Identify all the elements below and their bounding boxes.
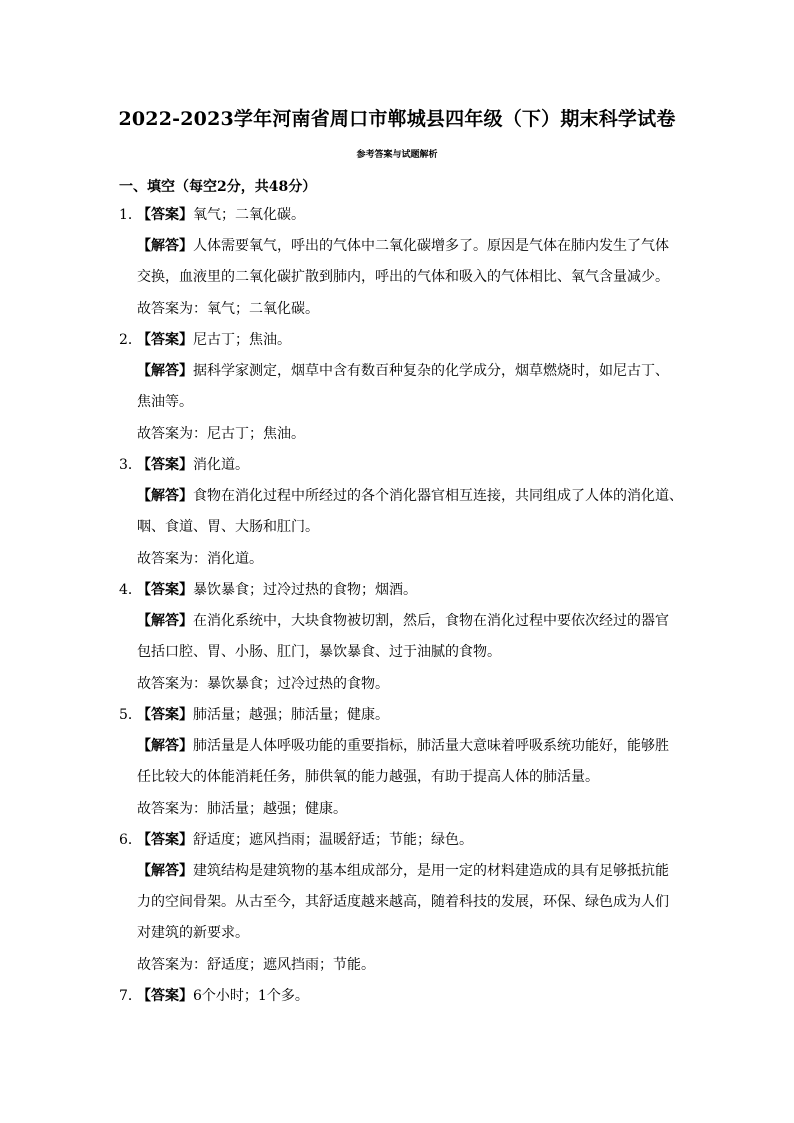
question-3-conclusion: 故答案为：消化道。 xyxy=(137,551,263,567)
analysis-label: 【解答】 xyxy=(137,363,193,379)
analysis-label: 【解答】 xyxy=(137,863,193,879)
question-6-answer-line xyxy=(119,830,473,850)
analysis-label: 【解答】 xyxy=(137,613,193,629)
question-2-analysis-line-1 xyxy=(137,361,669,381)
answer-text: 舒适度；遮风挡雨；温暖舒适；节能；绿色。 xyxy=(193,832,473,848)
answer-label: 【答案】 xyxy=(137,707,193,723)
question-1-answer-line xyxy=(119,205,305,225)
question-7-answer-line xyxy=(119,986,309,1006)
question-4-analysis-line-2: 包括口腔、胃、小肠、肛门，暴饮暴食、过于油腻的食物。 xyxy=(137,644,501,660)
question-5-conclusion: 故答案为：肺活量；越强；健康。 xyxy=(137,801,347,817)
analysis-text: 建筑结构是建筑物的基本组成部分，是用一定的材料建造成的具有足够抵抗能 xyxy=(193,863,669,879)
analysis-label: 【解答】 xyxy=(137,488,193,504)
question-2-answer-line xyxy=(119,330,291,350)
question-6-conclusion: 故答案为：舒适度；遮风挡雨；节能。 xyxy=(137,957,375,973)
question-number: 2． xyxy=(119,332,142,348)
answer-label: 【答案】 xyxy=(137,332,193,348)
analysis-text: 肺活量是人体呼吸功能的重要指标，肺活量大意味着呼吸系统功能好，能够胜 xyxy=(193,738,669,754)
answer-label: 【答案】 xyxy=(137,582,193,598)
question-number: 3． xyxy=(119,457,142,473)
answer-text: 暴饮暴食；过冷过热的食物；烟酒。 xyxy=(193,582,417,598)
question-4-answer-line xyxy=(119,580,417,600)
question-4-analysis-line-1 xyxy=(137,611,669,631)
answer-text: 尼古丁；焦油。 xyxy=(193,332,291,348)
question-number: 7． xyxy=(119,988,142,1004)
question-5-analysis-line-1 xyxy=(137,736,669,756)
section-heading: 一、填空（每空2分，共48分） xyxy=(119,179,317,195)
answer-text: 6个小时；1个多。 xyxy=(193,988,309,1004)
answer-label: 【答案】 xyxy=(137,457,193,473)
question-1-conclusion: 故答案为：氧气；二氧化碳。 xyxy=(137,301,319,317)
question-3-analysis-line-1 xyxy=(137,486,683,506)
answer-text: 肺活量；越强；肺活量；健康。 xyxy=(193,707,389,723)
question-number: 1． xyxy=(119,207,142,223)
analysis-text: 据科学家测定，烟草中含有数百种复杂的化学成分，烟草燃烧时，如尼古丁、 xyxy=(193,363,669,379)
answer-text: 氧气；二氧化碳。 xyxy=(193,207,305,223)
answer-label: 【答案】 xyxy=(137,988,193,1004)
answer-label: 【答案】 xyxy=(137,207,193,223)
question-6-analysis-line-3: 对建筑的新要求。 xyxy=(137,925,249,941)
page-title: 2022-2023学年河南省周口市郸城县四年级（下）期末科学试卷 xyxy=(118,108,676,130)
question-2-conclusion: 故答案为：尼古丁；焦油。 xyxy=(137,426,305,442)
question-3-analysis-line-2: 咽、食道、胃、大肠和肛门。 xyxy=(137,519,319,535)
analysis-label: 【解答】 xyxy=(137,238,193,254)
question-5-answer-line xyxy=(119,705,389,725)
answer-label: 【答案】 xyxy=(137,832,193,848)
question-6-analysis-line-2: 力的空间骨架。从古至今，其舒适度越来越高，随着科技的发展，环保、绿色成为人们 xyxy=(137,894,669,910)
question-3-answer-line xyxy=(119,455,249,475)
question-1-analysis-line-1 xyxy=(137,236,669,256)
question-number: 6． xyxy=(119,832,142,848)
question-2-analysis-line-2: 焦油等。 xyxy=(137,394,193,410)
question-4-conclusion: 故答案为：暴饮暴食；过冷过热的食物。 xyxy=(137,676,389,692)
analysis-text: 人体需要氧气，呼出的气体中二氧化碳增多了。原因是气体在肺内发生了气体 xyxy=(193,238,669,254)
analysis-label: 【解答】 xyxy=(137,738,193,754)
page-subtitle: 参考答案与试题解析 xyxy=(356,150,438,160)
analysis-text: 食物在消化过程中所经过的各个消化器官相互连接，共同组成了人体的消化道、 xyxy=(193,488,683,504)
question-number: 4． xyxy=(119,582,142,598)
question-1-analysis-line-2: 交换，血液里的二氧化碳扩散到肺内，呼出的气体和吸入的气体相比、氧气含量减少。 xyxy=(137,269,669,285)
question-6-analysis-line-1 xyxy=(137,861,669,881)
question-number: 5． xyxy=(119,707,142,723)
question-5-analysis-line-2: 任比较大的体能消耗任务，肺供氧的能力越强，有助于提高人体的肺活量。 xyxy=(137,769,599,785)
analysis-text: 在消化系统中，大块食物被切割，然后，食物在消化过程中要依次经过的器官 xyxy=(193,613,669,629)
answer-text: 消化道。 xyxy=(193,457,249,473)
